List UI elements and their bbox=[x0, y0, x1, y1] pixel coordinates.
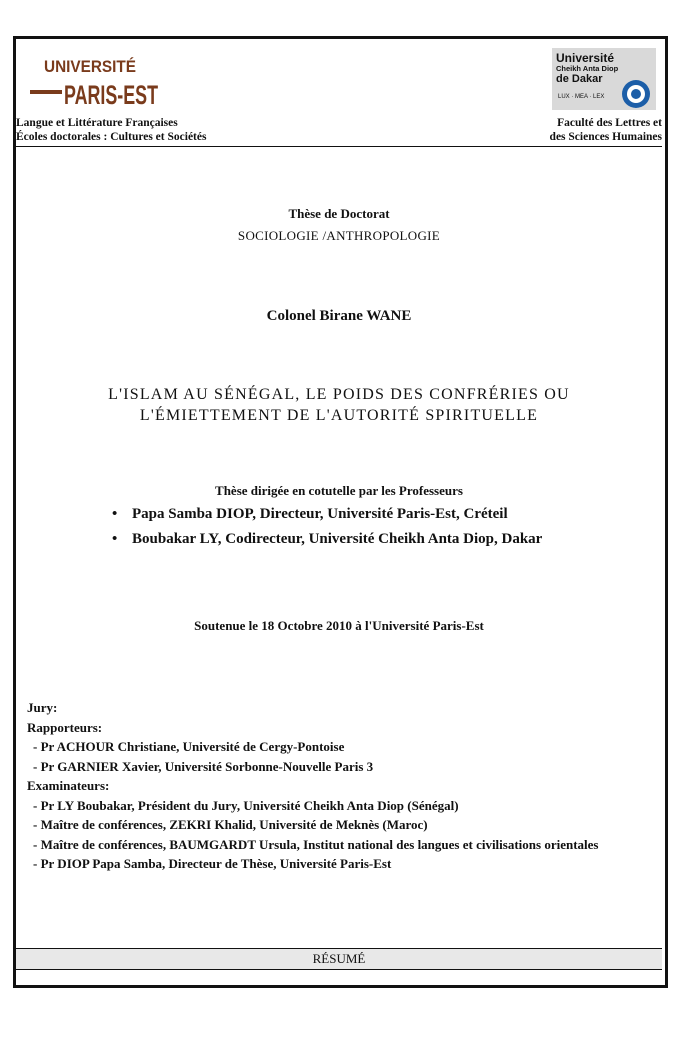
right-institution-line: Faculté des Lettres et bbox=[557, 117, 662, 129]
ucad-logo-line3: de Dakar bbox=[556, 73, 603, 85]
ucad-logo-line2: Cheikh Anta Diop bbox=[556, 64, 619, 73]
jury-member: - Pr DIOP Papa Samba, Directeur de Thèse, Université Paris-Est bbox=[33, 856, 392, 871]
right-institution-text bbox=[550, 116, 662, 144]
ucad-logo-line1: Université bbox=[556, 51, 615, 65]
jury-member: - Pr ACHOUR Christiane, Université de Cergy-Pontoise bbox=[33, 739, 345, 754]
jury-section bbox=[27, 698, 598, 874]
thesis-author: Colonel Birane WANE bbox=[266, 308, 412, 324]
professor-list bbox=[112, 502, 542, 552]
jury-member: - Pr LY Boubakar, Président du Jury, Université Cheikh Anta Diop (Sénégal) bbox=[33, 797, 459, 813]
thesis-type: Thèse de Doctorat bbox=[288, 206, 390, 221]
professor-item: • Boubakar LY, Codirecteur, Université Cheikh Anta Diop, Dakar bbox=[112, 527, 542, 552]
thesis-title-line: L'ÉMIETTEMENT DE L'AUTORITÉ SPIRITUELLE bbox=[139, 407, 539, 424]
left-institution-text bbox=[16, 116, 206, 144]
jury-member: - Pr GARNIER Xavier, Université Sorbonne-Nouvelle Paris 3 bbox=[33, 758, 374, 774]
right-institution-line: des Sciences Humaines bbox=[549, 131, 662, 143]
paris-est-logo-line2: PARIS-EST bbox=[64, 80, 159, 110]
paris-est-logo bbox=[30, 50, 160, 112]
thesis-title bbox=[16, 384, 662, 426]
rapporteurs-heading: Rapporteurs: bbox=[27, 719, 103, 735]
thesis-discipline: SOCIOLOGIE /ANTHROPOLOGIE bbox=[237, 228, 441, 243]
left-institution-line: Langue et Littérature Françaises bbox=[16, 117, 178, 129]
jury-heading: Jury: bbox=[27, 700, 58, 715]
ucad-logo bbox=[552, 48, 656, 110]
jury-member: - Maître de conférences, BAUMGARDT Ursula, Institut national des langues et civilisations orientales bbox=[33, 836, 599, 852]
resume-heading: RÉSUMÉ bbox=[16, 948, 662, 970]
ucad-logo-motto: LUX · MEA · LEX bbox=[558, 94, 605, 100]
left-institution-line: Écoles doctorales : Cultures et Sociétés bbox=[16, 131, 207, 143]
thesis-title-line: L'ISLAM AU SÉNÉGAL, LE POIDS DES CONFRÉRIES OU bbox=[108, 386, 570, 403]
jury-member: - Maître de conférences, ZEKRI Khalid, Université de Meknès (Maroc) bbox=[33, 817, 428, 832]
directed-by: Thèse dirigée en cotutelle par les Professeurs bbox=[215, 483, 463, 498]
header-divider bbox=[16, 146, 662, 147]
professor-item: • Papa Samba DIOP, Directeur, Université Paris-Est, Créteil bbox=[112, 502, 542, 527]
defense-date: Soutenue le 18 Octobre 2010 à l'Université Paris-Est bbox=[194, 618, 484, 633]
examinateurs-heading: Examinateurs: bbox=[27, 778, 110, 793]
paris-est-logo-line1: UNIVERSITÉ bbox=[44, 57, 136, 76]
